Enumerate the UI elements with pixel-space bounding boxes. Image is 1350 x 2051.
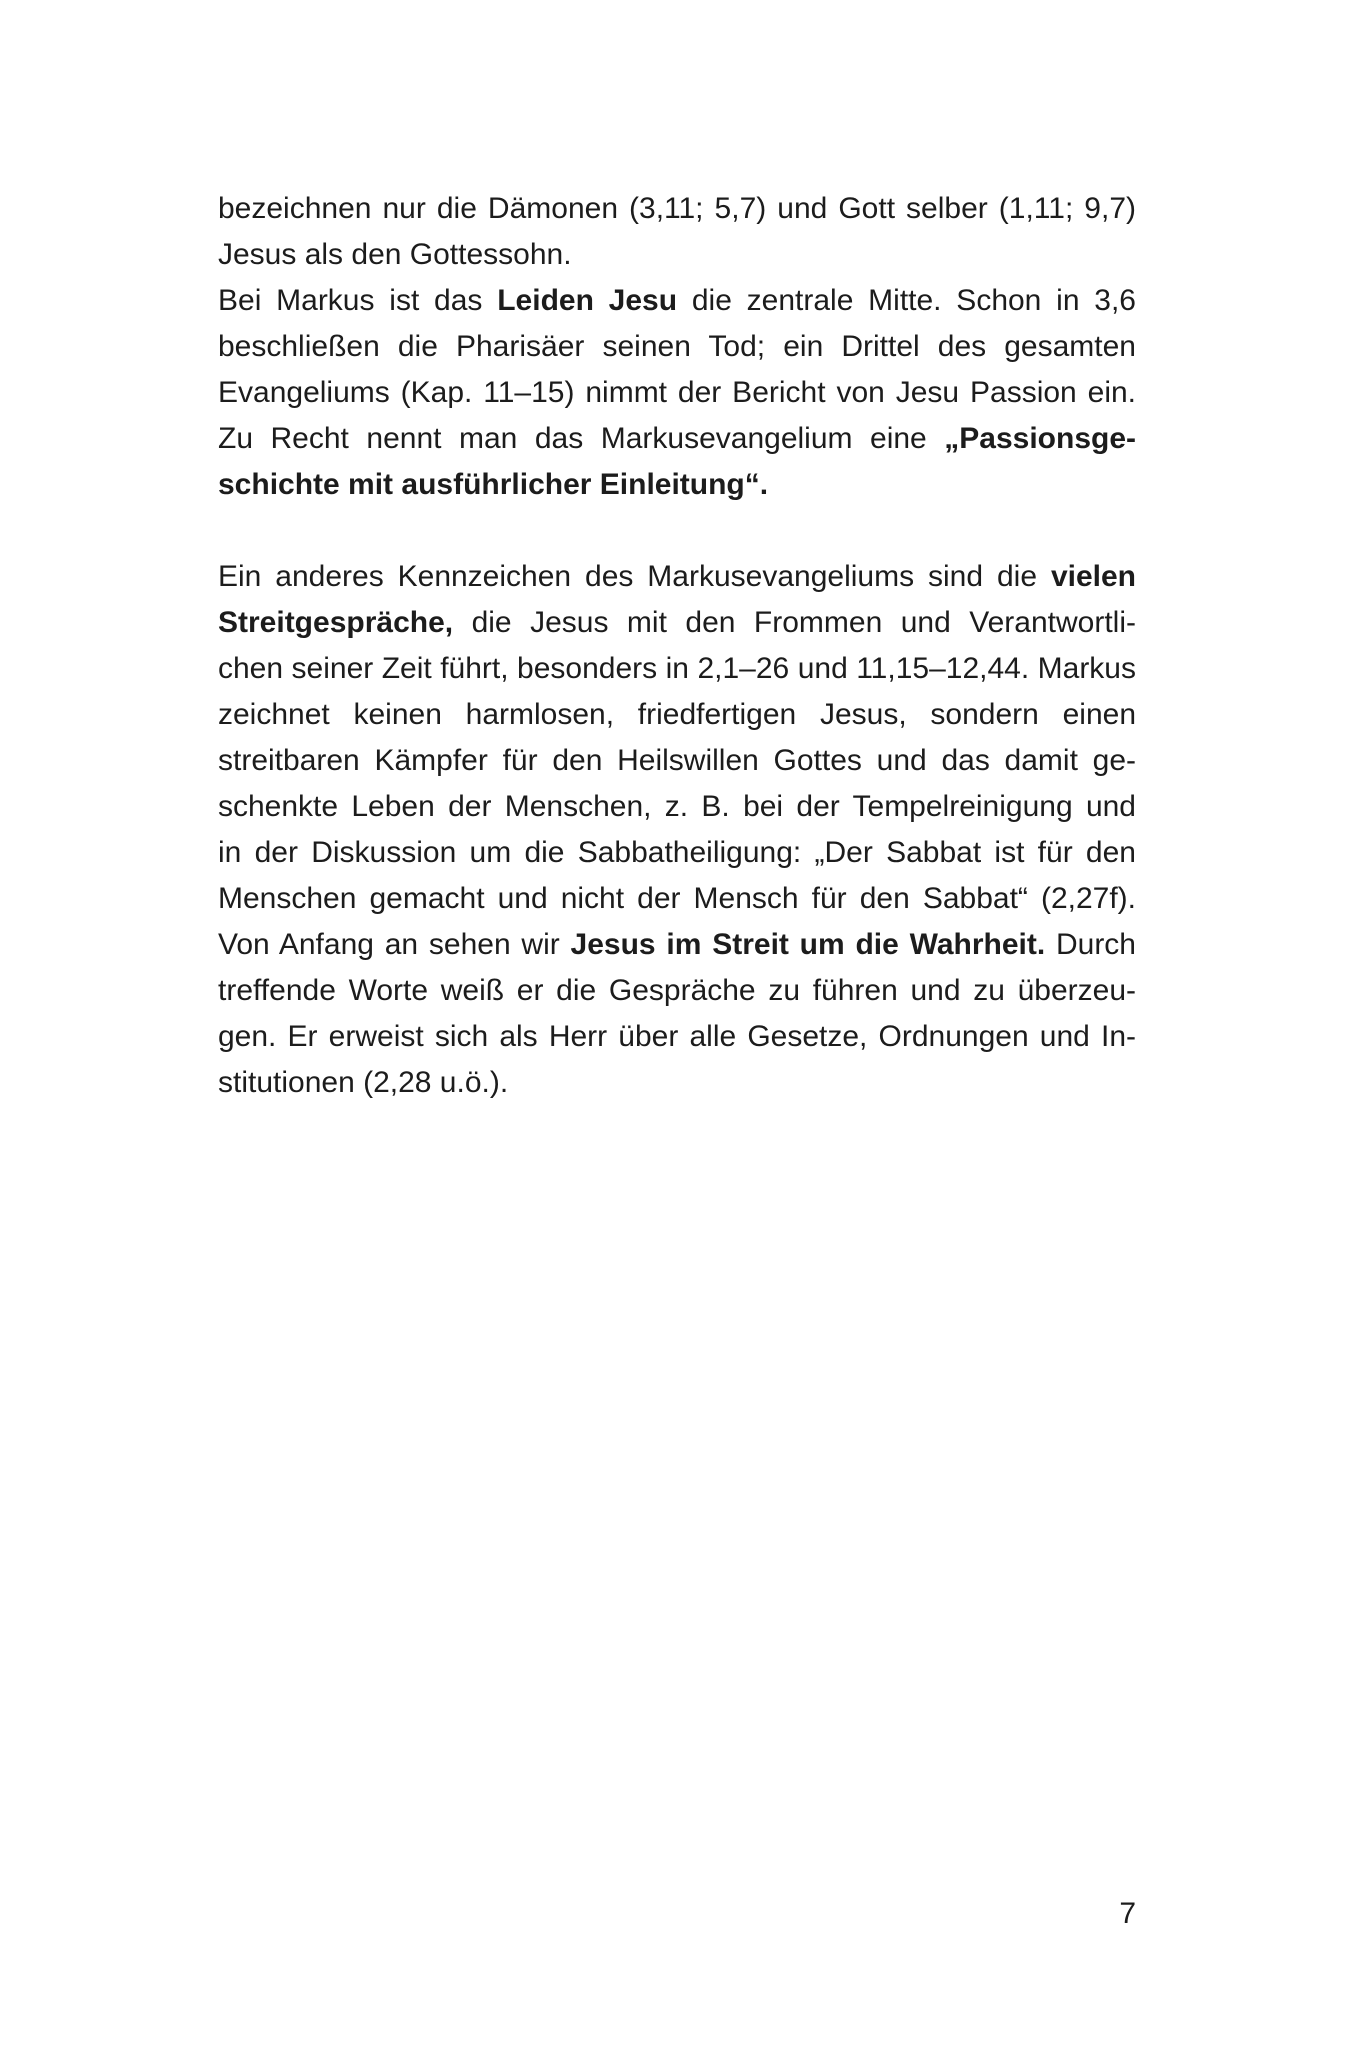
paragraph-2 [218,554,1136,1106]
paragraph-1 [218,186,1136,508]
text-line: Bei Markus ist das Leiden Jesu die zentrale Mitte. Schon in 3,6 [218,284,1136,317]
text-line: gen. Er erweist sich als Herr über alle Gesetze, Ordnungen und In- [218,1020,1136,1053]
text-line: Jesus als den Gottessohn. [218,238,572,271]
emphasis-text: Streitgespräche, [218,606,454,639]
text-line: bezeichnen nur die Dämonen (3,11; 5,7) und Gott selber (1,11; 9,7) [218,192,1136,225]
emphasis-text: Jesus im Streit um die Wahrheit. [570,928,1046,961]
emphasis-text: vielen [1050,560,1136,593]
text-line: Menschen gemacht und nicht der Mensch für den Sabbat“ (2,27f). [218,882,1136,915]
text-line: zeichnet keinen harmlosen, friedfertigen Jesus, sondern einen [218,698,1136,731]
text-line: Ein anderes Kennzeichen des Markusevangeliums sind die vielen [218,560,1136,593]
text-line: in der Diskussion um die Sabbatheiligung: „Der Sabbat ist für den [218,836,1136,869]
text-line: Evangeliums (Kap. 11–15) nimmt der Bericht von Jesu Passion ein. [218,376,1136,409]
text-line: Zu Recht nennt man das Markusevangelium eine „Passionsge- [218,422,1136,455]
text-line: stitutionen (2,28 u.ö.). [218,1066,509,1099]
emphasis-text: „Passionsge- [944,422,1136,455]
text-line: Streitgespräche, die Jesus mit den Frommen und Verantwortli- [218,606,1136,639]
text-line: schenkte Leben der Menschen, z. B. bei der Tempelreinigung und [218,790,1136,823]
emphasis-text: Leiden Jesu [497,284,678,317]
emphasis-text: schichte mit ausführlicher Einleitung“. [218,468,769,501]
text-line: streitbaren Kämpfer für den Heilswillen Gottes und das damit ge- [218,744,1136,777]
text-line: beschließen die Pharisäer seinen Tod; ein Drittel des gesamten [218,330,1136,363]
text-line: treffende Worte weiß er die Gespräche zu führen und zu überzeu- [218,974,1136,1007]
page-number: 7 [1119,1897,1136,1930]
text-line: Von Anfang an sehen wir Jesus im Streit um die Wahrheit. Durch [218,928,1136,961]
text-line [218,462,1136,508]
text-line: chen seiner Zeit führt, besonders in 2,1–26 und 11,15–12,44. Markus [218,652,1136,685]
